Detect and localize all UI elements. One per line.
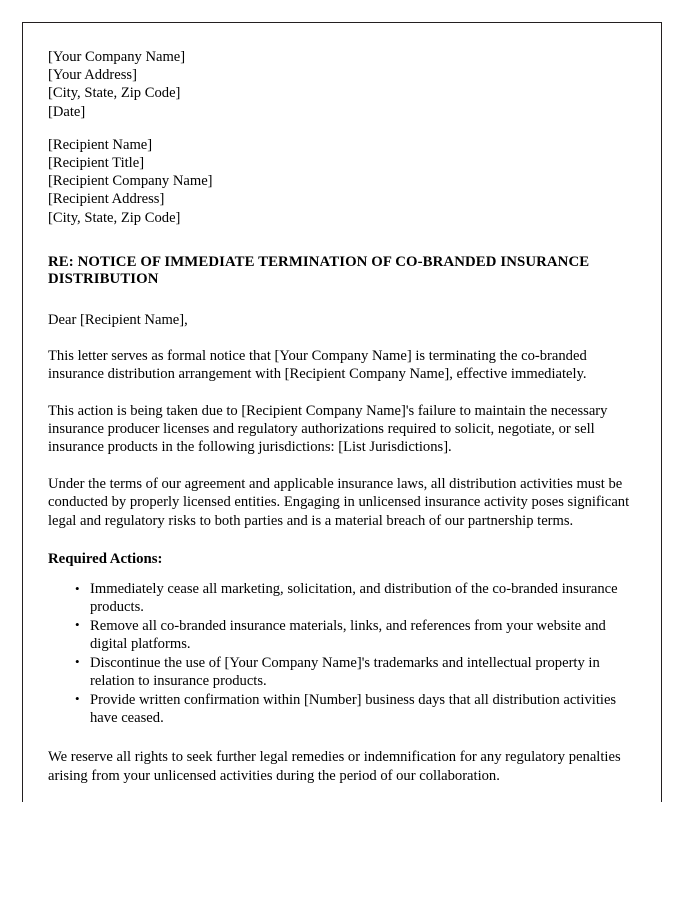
sender-address-line: [Your Address]: [48, 67, 137, 84]
recipient-address-line: [Recipient Address]: [48, 191, 165, 208]
letter-body: [48, 48, 640, 785]
closing-paragraph: We reserve all rights to seek further legal remedies or indemnification for any regulatory penalties arising from your unlicensed activities during the period of our collaboration.: [48, 749, 621, 784]
sender-address-line: [City, State, Zip Code]: [48, 85, 181, 102]
required-actions-heading: Required Actions:: [48, 551, 163, 568]
list-item: • Immediately cease all marketing, solicitation, and distribution of the co-branded insurance products.: [90, 580, 640, 617]
list-item: • Remove all co-branded insurance materials, links, and references from your website and digital platforms.: [90, 617, 640, 654]
body-paragraph: This letter serves as formal notice that [Your Company Name] is terminating the co-branded insurance distribution arrangement with [Recipient Company Name], effective immediately.: [48, 347, 587, 383]
recipient-address-line: [Recipient Company Name]: [48, 173, 213, 190]
sender-address-line: [Date]: [48, 103, 86, 120]
list-item: • Discontinue the use of [Your Company Name]'s trademarks and intellectual property in relation to insurance products.: [90, 654, 640, 691]
body-paragraph: Under the terms of our agreement and applicable insurance laws, all distribution activities must be conducted by properly licensed entities. Engaging in unlicensed insurance activity poses significant legal and regulatory risks to both parties and is a material breach of our partnership terms.: [48, 475, 630, 529]
subject-line: RE: NOTICE OF IMMEDIATE TERMINATION OF CO-BRANDED INSURANCE DISTRIBUTION: [48, 253, 590, 288]
recipient-address-line: [Recipient Title]: [48, 155, 145, 172]
salutation: Dear [Recipient Name],: [48, 311, 188, 328]
recipient-address-line: [City, State, Zip Code]: [48, 209, 181, 226]
body-paragraph: This action is being taken due to [Recipient Company Name]'s failure to maintain the necessary insurance producer licenses and regulatory authorizations required to solicit, negotiate, or sell insurance products in the following jurisdictions: [List Jurisdictions].: [48, 402, 608, 456]
address-spacer: [48, 121, 640, 136]
required-actions-list: [48, 580, 640, 727]
sender-address-line: [Your Company Name]: [48, 49, 186, 65]
list-item: • Provide written confirmation within [Number] business days that all distribution activities have ceased.: [90, 691, 640, 728]
recipient-address-line: [Recipient Name]: [48, 136, 153, 153]
recipient-address-block: [48, 136, 640, 227]
sender-address-block: [48, 48, 640, 121]
